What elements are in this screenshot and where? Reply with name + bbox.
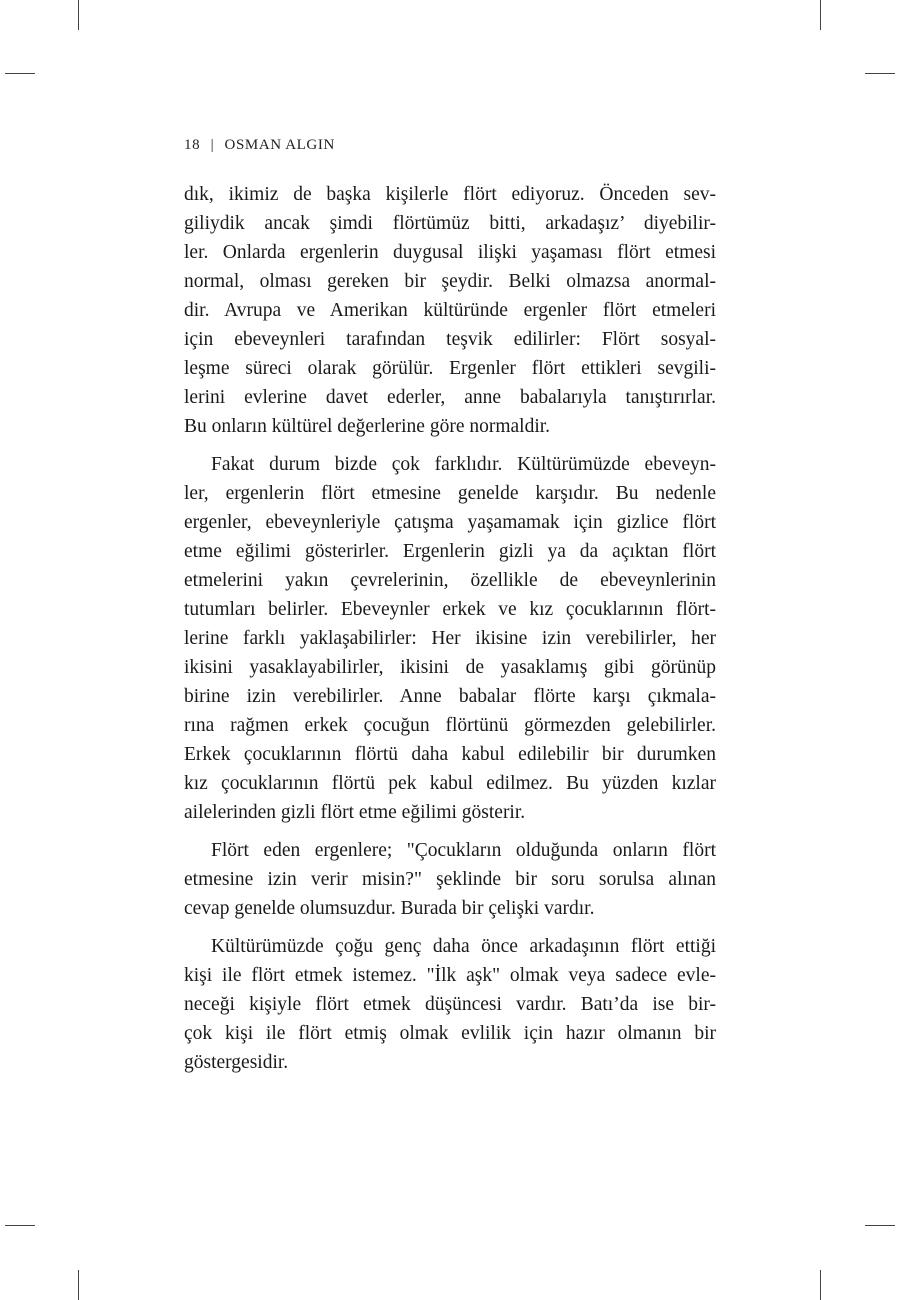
crop-mark-bottom-right — [820, 1270, 821, 1300]
text-line: lerini evlerine davet ederler, anne babalarıyla tanıştırırlar. — [184, 387, 716, 408]
text-line: ergenler, ebeveynleriyle çatışma yaşamamak için gizlice flört — [184, 512, 716, 533]
text-line: Bu onların kültürel değerlerine göre normaldir. — [184, 416, 551, 437]
text-line: giliydik ancak şimdi flörtümüz bitti, arkadaşız’ diyebilir- — [184, 213, 716, 234]
text-line: ler. Onlarda ergenlerin duygusal ilişki yaşaması flört etmesi — [184, 242, 716, 263]
text-line: etmesine izin verir misin?" şeklinde bir soru sorulsa alınan — [184, 869, 716, 890]
running-header — [184, 137, 335, 154]
text-line: lerine farklı yaklaşabilirler: Her ikisine izin verebilirler, her — [184, 628, 716, 649]
paragraph — [184, 932, 716, 1077]
crop-mark-top-left — [78, 0, 79, 30]
text-line: rına rağmen erkek çocuğun flörtünü görmezden gelebilirler. — [184, 715, 716, 736]
crop-mark-right-lower — [865, 1225, 895, 1226]
paragraph — [184, 836, 716, 923]
text-line: Flört eden ergenlere; "Çocukların olduğunda onların flört — [211, 840, 716, 861]
text-line: ailelerinden gizli flört etme eğilimi gösterir. — [184, 802, 526, 823]
text-line: dir. Avrupa ve Amerikan kültüründe ergenler flört etmeleri — [184, 300, 716, 321]
text-line: göstergesidir. — [184, 1052, 289, 1073]
crop-mark-left-upper — [5, 73, 35, 74]
text-line: Erkek çocuklarının flörtü daha kabul edilebilir bir durumken — [184, 744, 716, 765]
author-name: OSMAN ALGIN — [224, 137, 335, 153]
text-line: neceği kişiyle flört etmek düşüncesi vardır. Batı’da ise bir- — [184, 994, 716, 1015]
text-line: cevap genelde olumsuzdur. Burada bir çelişki vardır. — [184, 898, 595, 919]
text-line: birine izin verebilirler. Anne babalar flörte karşı çıkmala- — [184, 686, 716, 707]
crop-mark-top-right — [820, 0, 821, 30]
text-line: ikisini yasaklayabilirler, ikisini de yasaklamış gibi görünüp — [184, 657, 716, 678]
text-line: için ebeveynleri tarafından teşvik edilirler: Flört sosyal- — [184, 329, 716, 350]
crop-mark-left-lower — [5, 1225, 35, 1226]
text-line: normal, olması gereken bir şeydir. Belki olmazsa anormal- — [184, 271, 716, 292]
text-line: kız çocuklarının flörtü pek kabul edilmez. Bu yüzden kızlar — [184, 773, 716, 794]
body-text — [184, 180, 716, 1077]
text-line: tutumları belirler. Ebeveynler erkek ve kız çocuklarının flört- — [184, 599, 716, 620]
text-line: leşme süreci olarak görülür. Ergenler flört ettikleri sevgili- — [184, 358, 716, 379]
paragraph — [184, 180, 716, 441]
crop-mark-right-upper — [865, 73, 895, 74]
crop-mark-bottom-left — [78, 1270, 79, 1300]
paragraph — [184, 450, 716, 827]
header-separator: | — [210, 137, 215, 153]
text-line: etme eğilimi gösterirler. Ergenlerin gizli ya da açıktan flört — [184, 541, 716, 562]
text-line: kişi ile flört etmek istemez. "İlk aşk" olmak veya sadece evle- — [184, 965, 716, 986]
page-number: 18 — [184, 137, 201, 153]
text-line: ler, ergenlerin flört etmesine genelde karşıdır. Bu nedenle — [184, 483, 716, 504]
text-line: etmelerini yakın çevrelerinin, özellikle de ebeveynlerinin — [184, 570, 716, 591]
text-line: Fakat durum bizde çok farklıdır. Kültürümüzde ebeveyn- — [211, 454, 716, 475]
text-line: çok kişi ile flört etmiş olmak evlilik için hazır olmanın bir — [184, 1023, 716, 1044]
text-line: Kültürümüzde çoğu genç daha önce arkadaşının flört ettiği — [211, 936, 716, 957]
text-line: dık, ikimiz de başka kişilerle flört ediyoruz. Önceden sev- — [184, 184, 716, 205]
